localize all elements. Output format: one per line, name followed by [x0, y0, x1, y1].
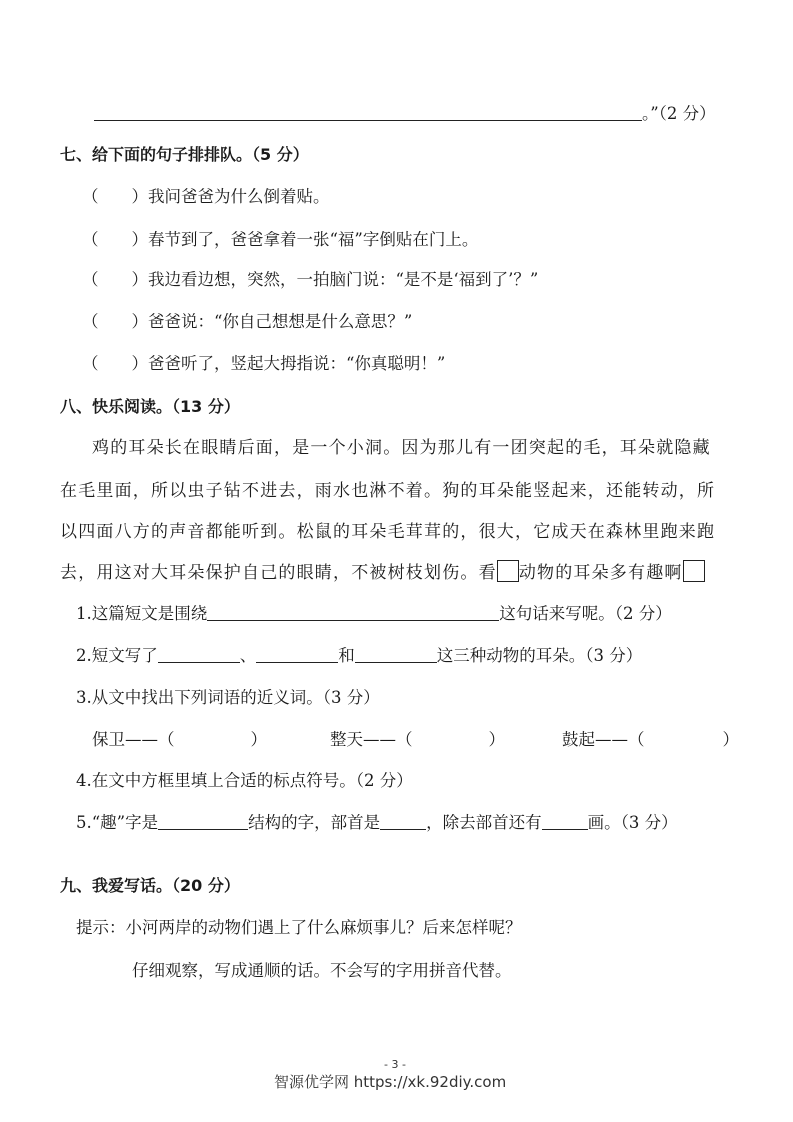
section9-hint: 仔细观察，写成通顺的话。不会写的字用拼音代替。: [132, 961, 512, 980]
top-answer-row: [94, 100, 716, 124]
section7-item: （ ）春节到了，爸爸拿着一张“福”字倒贴在门上。: [82, 230, 479, 249]
section9-hint: 提示：小河两岸的动物们遇上了什么麻烦事儿？后来怎样呢？: [76, 918, 522, 937]
synonym-item: 鼓起——（ ）: [562, 730, 739, 749]
answer-blank[interactable]: [207, 604, 499, 622]
passage-line: 在毛里面，所以虫子钻不进去，雨水也淋不着。狗的耳朵能竖起来，还能转动，所: [60, 481, 716, 501]
passage-last-line: [60, 558, 705, 583]
question-5: 5.“趣”字是 结构的字，部首是 ，除去部首还有 画。（3 分）: [76, 813, 678, 832]
answer-blank[interactable]: [380, 813, 426, 831]
top-answer-blank[interactable]: [94, 104, 642, 122]
punctuation-box[interactable]: [497, 560, 519, 582]
passage-text: 去，用这对大耳朵保护自己的眼睛，不被树枝划伤。看: [60, 563, 497, 583]
punctuation-box[interactable]: [683, 560, 705, 582]
synonym-item: 整天——（ ）: [330, 730, 505, 749]
answer-blank[interactable]: [355, 646, 437, 664]
passage-line: 以四面八方的声音都能听到。松鼠的耳朵毛茸茸的，很大，它成天在森林里跑来跑: [60, 522, 716, 542]
section7-item: （ ）我问爸爸为什么倒着贴。: [82, 187, 330, 206]
section7-item: （ ）爸爸说：“你自己想想是什么意思？”: [82, 312, 413, 331]
answer-blank[interactable]: [542, 813, 588, 831]
section7-item: （ ）我边看边想，突然，一拍脑门说：“是不是‘福到了’？”: [82, 270, 539, 289]
answer-blank[interactable]: [256, 646, 338, 664]
question-4: 4.在文中方框里填上合适的标点符号。（2 分）: [76, 771, 413, 790]
question-3-title: 3.从文中找出下列词语的近义词。（3 分）: [76, 688, 380, 707]
question-2: 2.短文写了 、 和 这三种动物的耳朵。（3 分）: [76, 646, 643, 665]
section7-item: （ ）爸爸听了，竖起大拇指说：“你真聪明！”: [82, 354, 446, 373]
section8-title: 八、快乐阅读。（13 分）: [60, 397, 240, 416]
question-1: 1.这篇短文是围绕 这句话来写呢。（2 分）: [76, 604, 672, 623]
site-watermark: 智源优学网 https://xk.92diy.com: [274, 1073, 507, 1091]
section7-title: 七、给下面的句子排排队。（5 分）: [60, 145, 309, 164]
synonym-item: 保卫——（ ）: [92, 730, 267, 749]
section9-title: 九、我爱写话。（20 分）: [60, 876, 240, 895]
answer-blank[interactable]: [158, 646, 240, 664]
passage-text: 动物的耳朵多有趣啊: [518, 563, 683, 583]
top-answer-suffix: 。”（2 分）: [642, 104, 716, 123]
page-number: - 3 -: [384, 1058, 406, 1071]
answer-blank[interactable]: [158, 813, 248, 831]
passage-line: 鸡的耳朵长在眼睛后面，是一个小洞。因为那儿有一团突起的毛，耳朵就隐藏: [92, 438, 711, 458]
